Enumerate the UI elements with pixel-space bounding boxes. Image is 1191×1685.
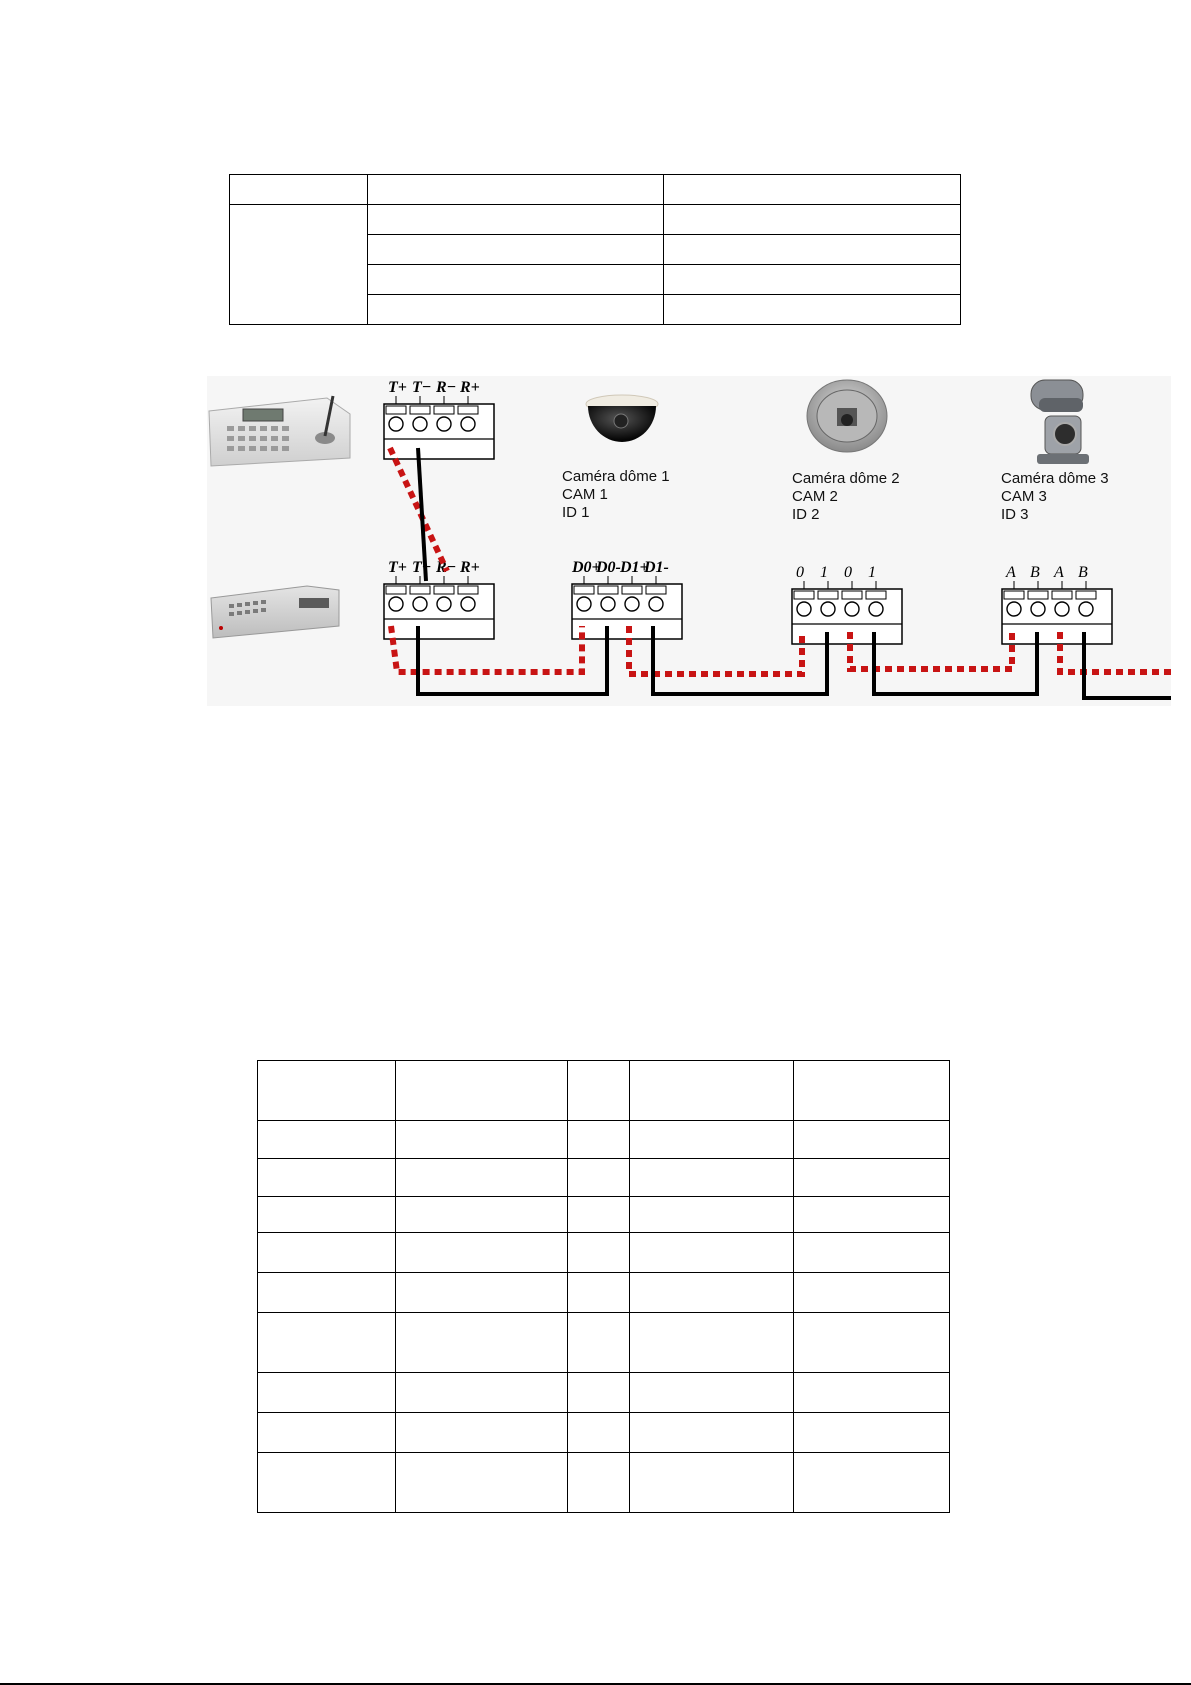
- table-row: [258, 1121, 950, 1159]
- terminal-label: A: [1054, 564, 1064, 581]
- camera-id: ID 3: [1001, 506, 1029, 523]
- table-row: [230, 205, 961, 235]
- terminal-label: D1-: [644, 559, 669, 576]
- table-row: [258, 1453, 950, 1513]
- terminal-label: T+: [388, 559, 407, 576]
- camera-cam: CAM 1: [562, 486, 608, 503]
- terminal-label: T−: [412, 379, 432, 396]
- camera-id: ID 1: [562, 504, 590, 521]
- camera-name: Caméra dôme 1: [562, 468, 670, 485]
- table-row: [258, 1413, 950, 1453]
- dvr-recorder-icon: [211, 586, 339, 638]
- terminal-label: A: [1006, 564, 1016, 581]
- terminal-label: R+: [460, 379, 480, 396]
- camera-id: ID 2: [792, 506, 820, 523]
- table-row: [258, 1159, 950, 1197]
- table-row: [258, 1313, 950, 1373]
- camera-caption-3: [1001, 470, 1109, 524]
- table-row: [258, 1373, 950, 1413]
- terminal-label: T+: [388, 379, 407, 396]
- camera-caption-1: [562, 468, 670, 522]
- camera-cam: CAM 2: [792, 488, 838, 505]
- terminal-label: 0: [796, 564, 804, 581]
- dome-camera-1-icon: [586, 395, 658, 442]
- dome-camera-2-icon: [807, 380, 887, 452]
- table-row: [258, 1273, 950, 1313]
- table-row: [258, 1233, 950, 1273]
- terminal-label: R−: [436, 379, 457, 396]
- terminal-label: D1+: [620, 559, 649, 576]
- terminal-label: B: [1030, 564, 1040, 581]
- wiring-diagram: [207, 376, 1171, 706]
- camera-cam: CAM 3: [1001, 488, 1047, 505]
- ptz-camera-3-icon: [1031, 380, 1089, 464]
- terminal-label: T−: [412, 559, 432, 576]
- terminal-label: 0: [844, 564, 852, 581]
- terminal-label: R+: [460, 559, 480, 576]
- table-row: [258, 1197, 950, 1233]
- terminal-label: 1: [868, 564, 876, 581]
- camera-name: Caméra dôme 2: [792, 470, 900, 487]
- camera-caption-2: [792, 470, 900, 524]
- terminal-label: 1: [820, 564, 828, 581]
- keyboard-terminal-block: [384, 379, 494, 459]
- terminal-label: D0-: [596, 559, 621, 576]
- terminal-label: R−: [436, 559, 457, 576]
- keyboard-controller-icon: [209, 396, 350, 466]
- bottom-table: [257, 1060, 950, 1513]
- table-row: [230, 175, 961, 205]
- camera-name: Caméra dôme 3: [1001, 470, 1109, 487]
- top-table: [229, 174, 961, 325]
- terminal-label: B: [1078, 564, 1088, 581]
- terminal-label: D0+: [572, 559, 601, 576]
- table-row: [258, 1061, 950, 1121]
- dvr-terminal-block: [384, 559, 494, 639]
